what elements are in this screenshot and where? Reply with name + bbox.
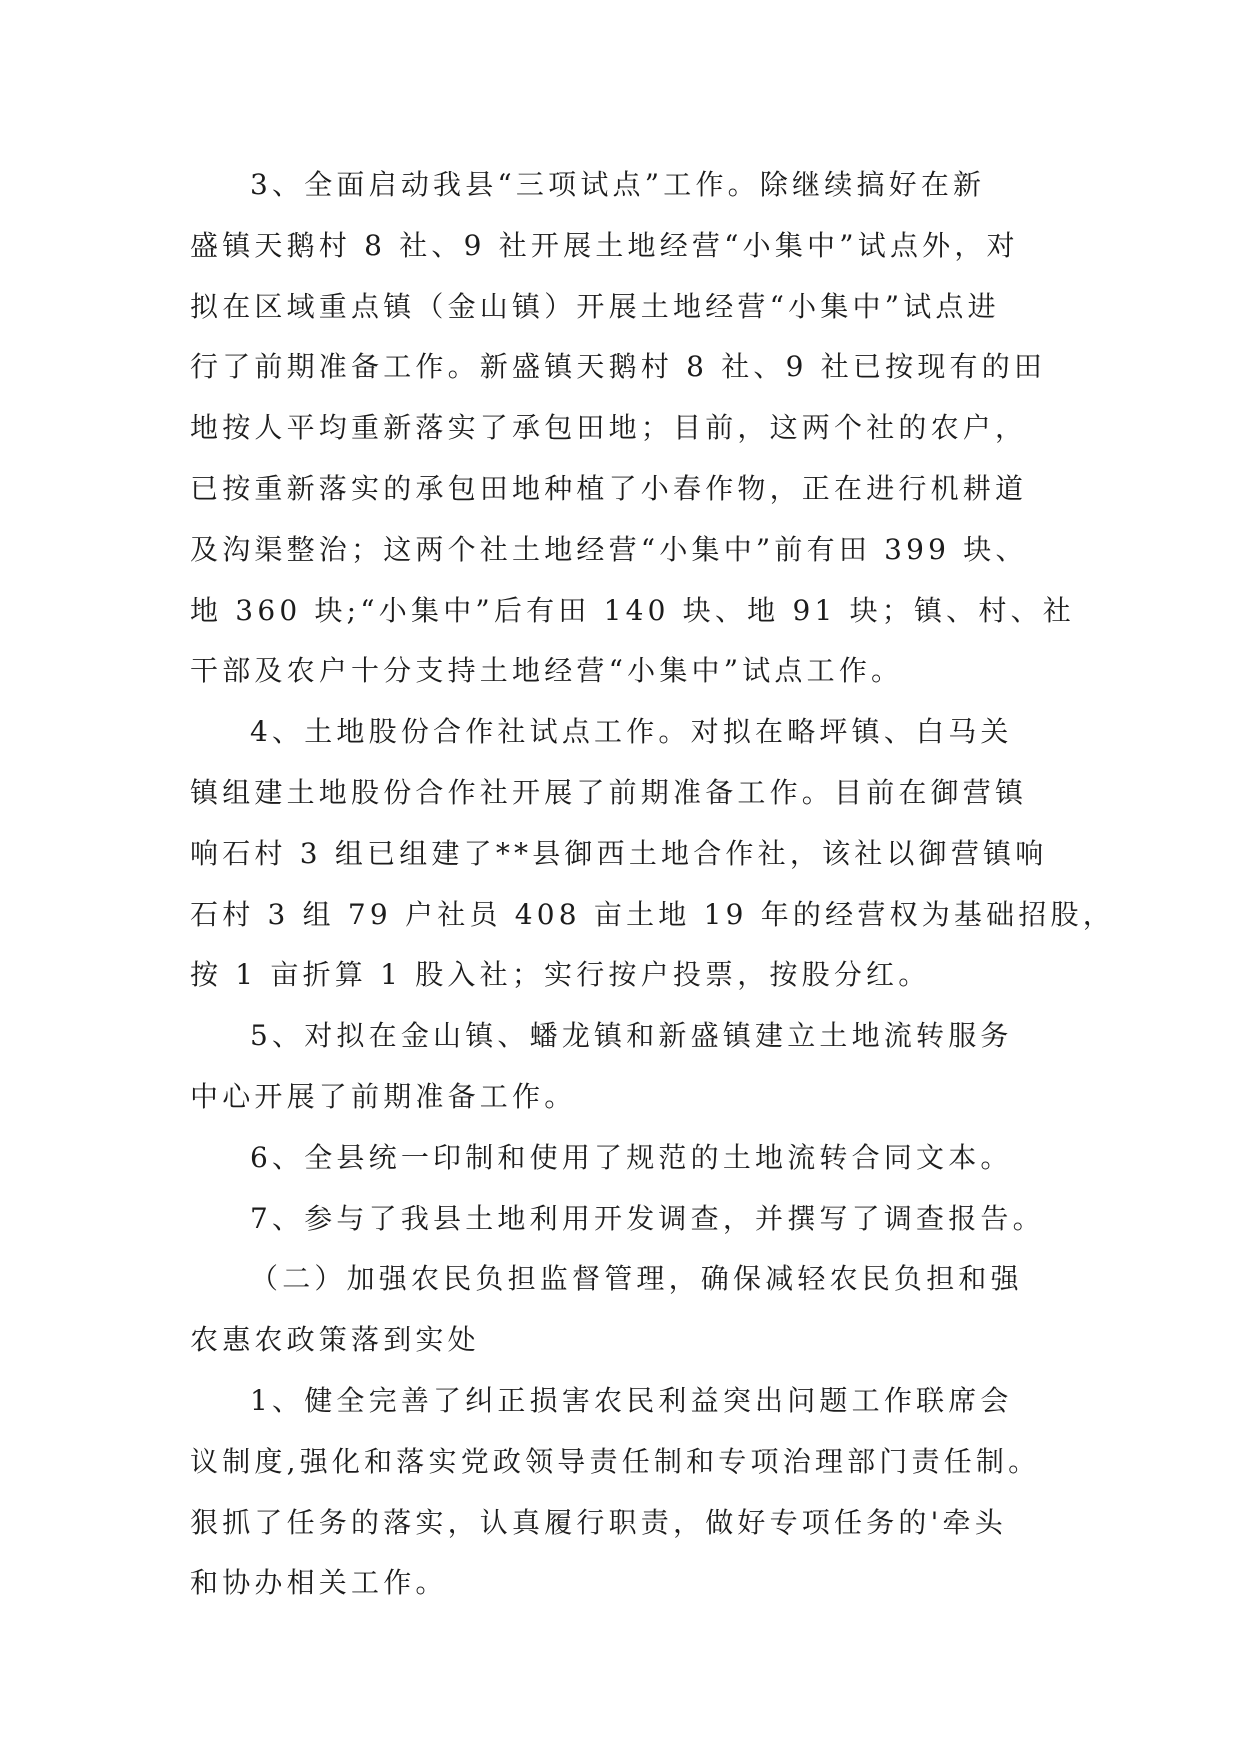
paragraph-line: 干部及农户十分支持土地经营“小集中”试点工作。 xyxy=(190,654,904,688)
section-heading-line: 农惠农政策落到实处 xyxy=(190,1323,480,1357)
paragraph-line: 议制度,强化和落实党政领导责任制和专项治理部门责任制。 xyxy=(190,1444,1041,1478)
paragraph-line: 7、参与了我县土地利用开发调查，并撰写了调查报告。 xyxy=(250,1201,1045,1235)
paragraph-item-7 xyxy=(190,1189,1050,1250)
paragraph-line: 及沟渠整治；这两个社土地经营“小集中”前有田 399 块、 xyxy=(190,532,1028,566)
section-heading-2 xyxy=(190,1249,1050,1371)
paragraph-line: 地 360 块;“小集中”后有田 140 块、地 91 块；镇、村、社 xyxy=(190,593,1075,627)
section-heading-line: （二）加强农民负担监督管理，确保减轻农民负担和强 xyxy=(250,1262,1023,1296)
paragraph-line: 石村 3 组 79 户社员 408 亩土地 19 年的经营权为基础招股， xyxy=(190,897,1115,931)
paragraph-line: 5、对拟在金山镇、蟠龙镇和新盛镇建立土地流转服务 xyxy=(250,1019,1013,1053)
paragraph-item-5 xyxy=(190,1006,1050,1128)
paragraph-line: 1、健全完善了纠正损害农民利益突出问题工作联席会 xyxy=(250,1383,1013,1417)
paragraph-line: 6、全县统一印制和使用了规范的土地流转合同文本。 xyxy=(250,1140,1013,1174)
paragraph-item-4 xyxy=(190,702,1115,1006)
paragraph-line: 拟在区域重点镇（金山镇）开展土地经营“小集中”试点进 xyxy=(190,289,1000,323)
paragraph-line: 4、土地股份合作社试点工作。对拟在略坪镇、白马关 xyxy=(250,715,1013,749)
paragraph-line: 盛镇天鹅村 8 社、9 社开展土地经营“小集中”试点外，对 xyxy=(190,228,1019,262)
document-body xyxy=(190,155,1115,1614)
paragraph-item-6 xyxy=(190,1128,1050,1189)
paragraph-line: 响石村 3 组已组建了**县御西土地合作社，该社以御营镇响 xyxy=(190,836,1048,870)
paragraph-line: 和协办相关工作。 xyxy=(190,1566,448,1600)
paragraph-line: 镇组建土地股份合作社开展了前期准备工作。目前在御营镇 xyxy=(190,775,1028,809)
paragraph-line: 已按重新落实的承包田地种植了小春作物，正在进行机耕道 xyxy=(190,471,1028,505)
paragraph-line: 狠抓了任务的落实，认真履行职责，做好专项任务的'牵头 xyxy=(190,1505,1007,1539)
paragraph-line: 行了前期准备工作。新盛镇天鹅村 8 社、9 社已按现有的田 xyxy=(190,350,1047,384)
paragraph-line: 地按人平均重新落实了承包田地；目前，这两个社的农户， xyxy=(190,411,1028,445)
paragraph-item-1 xyxy=(190,1371,1050,1614)
paragraph-line: 3、全面启动我县“三项试点”工作。除继续搞好在新 xyxy=(250,168,986,201)
paragraph-item-3 xyxy=(190,155,1075,702)
paragraph-line: 中心开展了前期准备工作。 xyxy=(190,1079,577,1113)
paragraph-line: 按 1 亩折算 1 股入社；实行按户投票，按股分红。 xyxy=(190,958,931,992)
